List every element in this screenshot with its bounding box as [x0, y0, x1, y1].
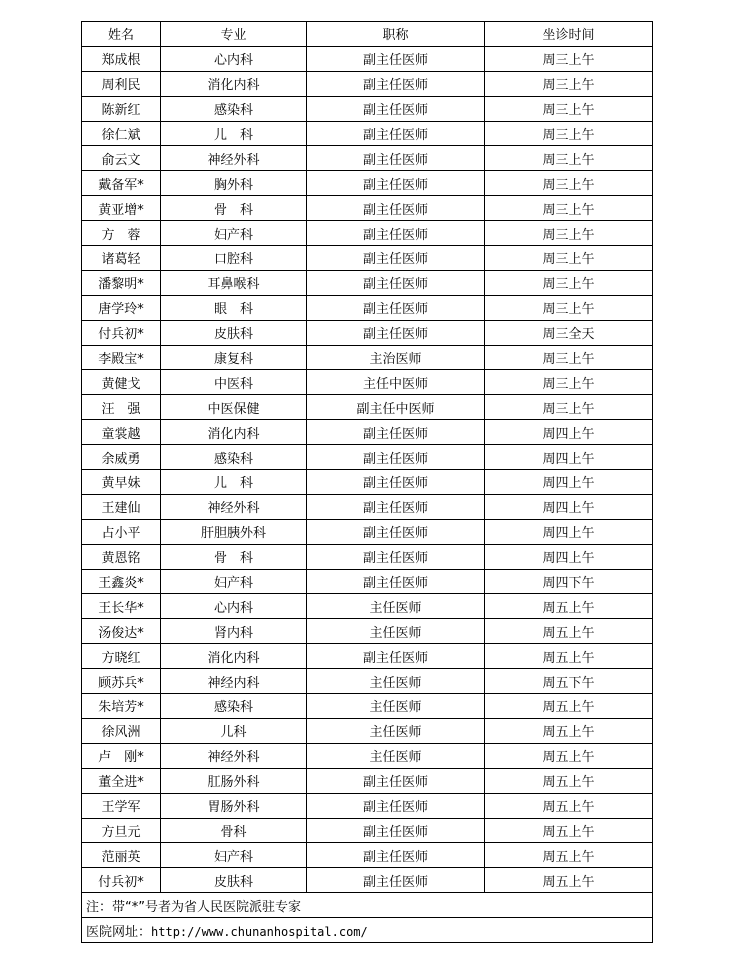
specialty-cell: 心内科	[161, 46, 307, 71]
clinic-time-cell: 周三上午	[485, 370, 653, 395]
table-row	[82, 171, 653, 196]
doctor-name-cell: 戴备军*	[82, 171, 161, 196]
job-title-cell: 副主任医师	[307, 221, 485, 246]
doctor-name-cell: 付兵初*	[82, 320, 161, 345]
expert-schedule-table	[81, 21, 653, 943]
table-row	[82, 743, 653, 768]
table-row	[82, 818, 653, 843]
table-row	[82, 196, 653, 221]
clinic-time-cell: 周三上午	[485, 146, 653, 171]
job-title-cell: 副主任医师	[307, 494, 485, 519]
specialty-cell: 感染科	[161, 96, 307, 121]
job-title-cell: 副主任医师	[307, 171, 485, 196]
clinic-time-cell: 周五上午	[485, 768, 653, 793]
clinic-time-cell: 周三全天	[485, 320, 653, 345]
website-link[interactable]: http://www.chunanhospital.com/	[151, 924, 368, 939]
specialty-cell: 消化内科	[161, 644, 307, 669]
job-title-cell: 副主任医师	[307, 768, 485, 793]
table-row	[82, 295, 653, 320]
job-title-cell: 副主任医师	[307, 793, 485, 818]
specialty-cell: 中医保健	[161, 395, 307, 420]
job-title-cell: 副主任医师	[307, 843, 485, 868]
specialty-cell: 心内科	[161, 594, 307, 619]
clinic-time-cell: 周三上午	[485, 121, 653, 146]
table-row	[82, 270, 653, 295]
note-row	[82, 893, 653, 918]
doctor-name-cell: 汪 强	[82, 395, 161, 420]
clinic-time-cell: 周三上午	[485, 171, 653, 196]
specialty-cell: 耳鼻喉科	[161, 270, 307, 295]
clinic-time-cell: 周三上午	[485, 221, 653, 246]
doctor-name-cell: 徐仁斌	[82, 121, 161, 146]
clinic-time-cell: 周三上午	[485, 270, 653, 295]
job-title-cell: 副主任医师	[307, 96, 485, 121]
clinic-time-cell: 周五上午	[485, 694, 653, 719]
table-header-row	[82, 22, 653, 47]
header-name: 姓名	[82, 22, 161, 47]
job-title-cell: 主任医师	[307, 669, 485, 694]
clinic-time-cell: 周三上午	[485, 345, 653, 370]
clinic-time-cell: 周三上午	[485, 395, 653, 420]
doctor-name-cell: 范丽英	[82, 843, 161, 868]
website-row	[82, 918, 653, 943]
clinic-time-cell: 周五上午	[485, 718, 653, 743]
table-row	[82, 320, 653, 345]
job-title-cell: 副主任医师	[307, 320, 485, 345]
table-row	[82, 544, 653, 569]
table-row	[82, 843, 653, 868]
specialty-cell: 感染科	[161, 445, 307, 470]
doctor-name-cell: 董全进*	[82, 768, 161, 793]
specialty-cell: 康复科	[161, 345, 307, 370]
table-row	[82, 121, 653, 146]
clinic-time-cell: 周五上午	[485, 594, 653, 619]
clinic-time-cell: 周三上午	[485, 71, 653, 96]
job-title-cell: 副主任中医师	[307, 395, 485, 420]
doctor-name-cell: 占小平	[82, 519, 161, 544]
clinic-time-cell: 周四上午	[485, 494, 653, 519]
doctor-name-cell: 顾苏兵*	[82, 669, 161, 694]
job-title-cell: 主任医师	[307, 594, 485, 619]
job-title-cell: 副主任医师	[307, 71, 485, 96]
job-title-cell: 副主任医师	[307, 644, 485, 669]
doctor-name-cell: 潘黎明*	[82, 270, 161, 295]
clinic-time-cell: 周五下午	[485, 669, 653, 694]
specialty-cell: 消化内科	[161, 71, 307, 96]
doctor-name-cell: 童裳越	[82, 420, 161, 445]
specialty-cell: 儿科	[161, 718, 307, 743]
table-row	[82, 718, 653, 743]
table-row	[82, 370, 653, 395]
clinic-time-cell: 周四上午	[485, 420, 653, 445]
job-title-cell: 主任医师	[307, 743, 485, 768]
table-row	[82, 644, 653, 669]
table-row	[82, 246, 653, 271]
table-row	[82, 445, 653, 470]
specialty-cell: 消化内科	[161, 420, 307, 445]
job-title-cell: 主任医师	[307, 718, 485, 743]
specialty-cell: 骨 科	[161, 544, 307, 569]
doctor-name-cell: 方 蓉	[82, 221, 161, 246]
job-title-cell: 副主任医师	[307, 270, 485, 295]
table-row	[82, 71, 653, 96]
doctor-name-cell: 黄早妹	[82, 470, 161, 495]
specialty-cell: 肝胆胰外科	[161, 519, 307, 544]
doctor-name-cell: 余威勇	[82, 445, 161, 470]
specialty-cell: 神经内科	[161, 669, 307, 694]
job-title-cell: 副主任医师	[307, 818, 485, 843]
table-row	[82, 768, 653, 793]
job-title-cell: 副主任医师	[307, 420, 485, 445]
clinic-time-cell: 周五上午	[485, 868, 653, 893]
table-row	[82, 146, 653, 171]
doctor-name-cell: 汤俊达*	[82, 619, 161, 644]
doctor-name-cell: 俞云文	[82, 146, 161, 171]
clinic-time-cell: 周四上午	[485, 470, 653, 495]
doctor-name-cell: 卢 刚*	[82, 743, 161, 768]
clinic-time-cell: 周四下午	[485, 569, 653, 594]
header-specialty: 专业	[161, 22, 307, 47]
specialty-cell: 感染科	[161, 694, 307, 719]
job-title-cell: 副主任医师	[307, 146, 485, 171]
clinic-time-cell: 周四上午	[485, 519, 653, 544]
table-row	[82, 868, 653, 893]
table-row	[82, 793, 653, 818]
specialty-cell: 胃肠外科	[161, 793, 307, 818]
doctor-name-cell: 方晓红	[82, 644, 161, 669]
specialty-cell: 儿 科	[161, 470, 307, 495]
doctor-name-cell: 李殿宝*	[82, 345, 161, 370]
doctor-name-cell: 周利民	[82, 71, 161, 96]
specialty-cell: 妇产科	[161, 569, 307, 594]
table-row	[82, 46, 653, 71]
clinic-time-cell: 周五上午	[485, 619, 653, 644]
job-title-cell: 副主任医师	[307, 445, 485, 470]
doctor-name-cell: 方旦元	[82, 818, 161, 843]
job-title-cell: 副主任医师	[307, 295, 485, 320]
clinic-time-cell: 周五上午	[485, 644, 653, 669]
doctor-name-cell: 朱培芳*	[82, 694, 161, 719]
job-title-cell: 副主任医师	[307, 544, 485, 569]
table-row	[82, 619, 653, 644]
clinic-time-cell: 周三上午	[485, 96, 653, 121]
clinic-time-cell: 周三上午	[485, 295, 653, 320]
specialty-cell: 神经外科	[161, 743, 307, 768]
table-row	[82, 569, 653, 594]
table-row	[82, 96, 653, 121]
table-row	[82, 494, 653, 519]
clinic-time-cell: 周五上午	[485, 843, 653, 868]
doctor-name-cell: 王长华*	[82, 594, 161, 619]
specialty-cell: 皮肤科	[161, 868, 307, 893]
job-title-cell: 主任医师	[307, 619, 485, 644]
doctor-name-cell: 陈新红	[82, 96, 161, 121]
job-title-cell: 主治医师	[307, 345, 485, 370]
specialty-cell: 眼 科	[161, 295, 307, 320]
table-row	[82, 470, 653, 495]
doctor-name-cell: 徐风洲	[82, 718, 161, 743]
table-row	[82, 420, 653, 445]
specialty-cell: 儿 科	[161, 121, 307, 146]
job-title-cell: 副主任医师	[307, 46, 485, 71]
job-title-cell: 副主任医师	[307, 196, 485, 221]
doctor-name-cell: 王鑫炎*	[82, 569, 161, 594]
job-title-cell: 副主任医师	[307, 246, 485, 271]
doctor-name-cell: 王学军	[82, 793, 161, 818]
specialty-cell: 妇产科	[161, 221, 307, 246]
website-label: 医院网址：	[86, 924, 152, 940]
specialty-cell: 中医科	[161, 370, 307, 395]
doctor-name-cell: 付兵初*	[82, 868, 161, 893]
table-row	[82, 345, 653, 370]
clinic-time-cell: 周三上午	[485, 246, 653, 271]
doctor-name-cell: 黄健戈	[82, 370, 161, 395]
note-text: 注：带“*”号者为省人民医院派驻专家	[82, 893, 653, 918]
job-title-cell: 主任中医师	[307, 370, 485, 395]
doctor-name-cell: 诸葛轻	[82, 246, 161, 271]
job-title-cell: 副主任医师	[307, 868, 485, 893]
table-row	[82, 594, 653, 619]
website-cell	[82, 918, 653, 943]
job-title-cell: 副主任医师	[307, 569, 485, 594]
specialty-cell: 口腔科	[161, 246, 307, 271]
table-row	[82, 221, 653, 246]
specialty-cell: 神经外科	[161, 146, 307, 171]
specialty-cell: 妇产科	[161, 843, 307, 868]
clinic-time-cell: 周五上午	[485, 743, 653, 768]
specialty-cell: 肾内科	[161, 619, 307, 644]
job-title-cell: 副主任医师	[307, 121, 485, 146]
doctor-name-cell: 黄恩铭	[82, 544, 161, 569]
header-time: 坐诊时间	[485, 22, 653, 47]
doctor-name-cell: 王建仙	[82, 494, 161, 519]
doctor-name-cell: 唐学玲*	[82, 295, 161, 320]
job-title-cell: 副主任医师	[307, 470, 485, 495]
table-row	[82, 395, 653, 420]
specialty-cell: 神经外科	[161, 494, 307, 519]
specialty-cell: 胸外科	[161, 171, 307, 196]
specialty-cell: 骨 科	[161, 196, 307, 221]
clinic-time-cell: 周三上午	[485, 196, 653, 221]
header-title: 职称	[307, 22, 485, 47]
doctor-name-cell: 郑成根	[82, 46, 161, 71]
clinic-time-cell: 周四上午	[485, 445, 653, 470]
table-row	[82, 694, 653, 719]
clinic-time-cell: 周五上午	[485, 793, 653, 818]
job-title-cell: 主任医师	[307, 694, 485, 719]
specialty-cell: 骨科	[161, 818, 307, 843]
clinic-time-cell: 周四上午	[485, 544, 653, 569]
clinic-time-cell: 周三上午	[485, 46, 653, 71]
job-title-cell: 副主任医师	[307, 519, 485, 544]
doctor-name-cell: 黄亚增*	[82, 196, 161, 221]
table-body	[82, 46, 653, 892]
clinic-time-cell: 周五上午	[485, 818, 653, 843]
table-row	[82, 519, 653, 544]
specialty-cell: 肛肠外科	[161, 768, 307, 793]
specialty-cell: 皮肤科	[161, 320, 307, 345]
table-row	[82, 669, 653, 694]
